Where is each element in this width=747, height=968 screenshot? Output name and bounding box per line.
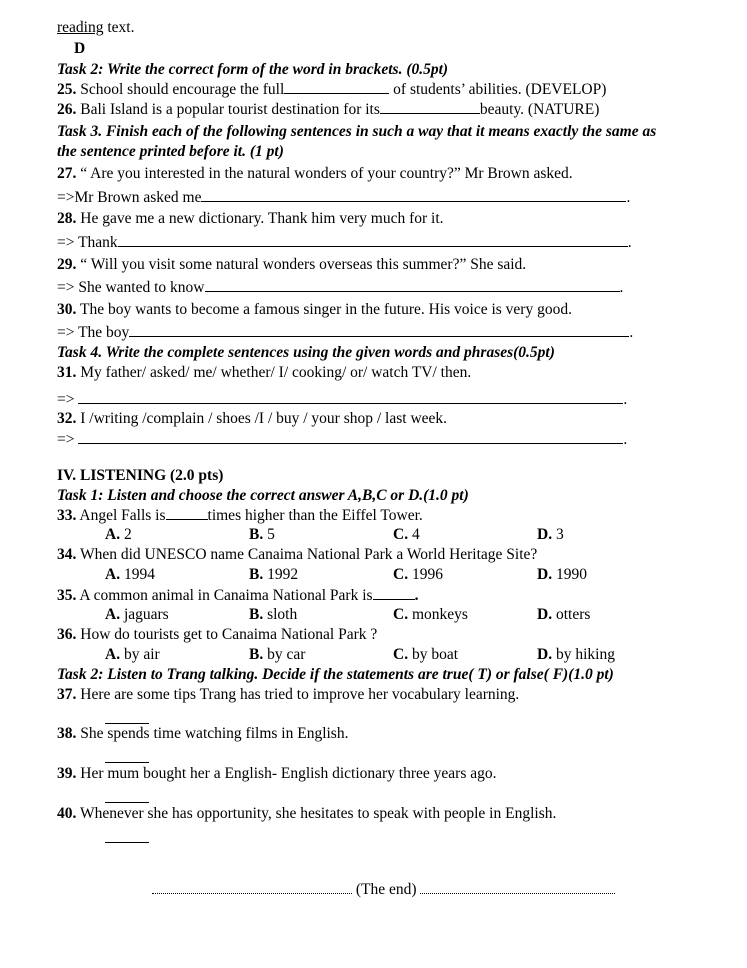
q34-option-b[interactable] xyxy=(249,566,298,584)
option-letter: C. xyxy=(393,566,409,583)
q38-text: She spends time watching films in English. xyxy=(76,725,349,742)
q32-prompt: => xyxy=(57,431,79,448)
the-end-text: (The end) xyxy=(352,881,421,898)
option-letter: C. xyxy=(393,606,409,623)
question-26 xyxy=(57,100,599,119)
q27-answer-line: =>Mr Brown asked me . xyxy=(57,189,631,206)
q27-number: 27. xyxy=(57,165,77,182)
q25-answer-blank[interactable] xyxy=(284,80,389,94)
q35-before: A common animal in Canaima National Park is xyxy=(76,587,373,604)
q35-after: . xyxy=(414,587,419,604)
q33-number: 33. xyxy=(57,507,77,524)
option-text: 1994 xyxy=(120,566,155,583)
listening-task2-heading: Task 2: Listen to Trang talking. Decide if the statements are true( T) or false( F)(1.0 pt) xyxy=(57,666,614,683)
q34-option-c[interactable] xyxy=(393,566,443,584)
q36-option-a[interactable] xyxy=(105,646,160,664)
option-letter: B. xyxy=(249,646,264,663)
the-end-line xyxy=(152,881,615,899)
q36-option-b[interactable] xyxy=(249,646,305,664)
option-text: monkeys xyxy=(408,606,468,623)
q28-answer-line: => Thank . xyxy=(57,234,632,251)
option-text: by hiking xyxy=(552,646,615,663)
question-37 xyxy=(57,686,519,704)
q34-number: 34. xyxy=(57,546,77,563)
listening-heading: IV. LISTENING (2.0 pts) xyxy=(57,467,224,484)
option-text: 1996 xyxy=(408,566,443,583)
q33-before: Angel Falls is xyxy=(76,507,166,524)
q30-text: The boy wants to become a famous singer in the future. His voice is very good. xyxy=(76,301,572,318)
option-letter: C. xyxy=(393,526,409,543)
option-letter: A. xyxy=(105,646,121,663)
q25-number: 25. xyxy=(57,81,77,98)
option-letter: D. xyxy=(537,606,553,623)
listening-task1-heading: Task 1: Listen and choose the correct answer A,B,C or D.(1.0 pt) xyxy=(57,487,469,504)
question-34 xyxy=(57,546,537,564)
q27-answer-blank[interactable] xyxy=(201,188,626,202)
q40-number: 40. xyxy=(57,805,77,822)
question-36 xyxy=(57,626,377,644)
q36-option-d[interactable] xyxy=(537,646,615,664)
q33-option-a[interactable] xyxy=(105,526,132,544)
option-text: 1992 xyxy=(263,566,299,583)
q31-answer-blank[interactable] xyxy=(78,390,623,404)
option-letter: C. xyxy=(393,646,409,663)
option-text: by air xyxy=(120,646,160,663)
q30-answer-line: => The boy . xyxy=(57,324,634,341)
q30-prompt: => The boy xyxy=(57,324,130,341)
option-text: 4 xyxy=(408,526,420,543)
option-letter: B. xyxy=(249,566,264,583)
question-40 xyxy=(57,805,556,823)
reading-rest: text. xyxy=(103,19,135,36)
question-29 xyxy=(57,256,526,274)
q26-before: Bali Island is a popular tourist destination for its xyxy=(76,101,380,118)
q31-text: My father/ asked/ me/ whether/ I/ cooking/ or/ watch TV/ then. xyxy=(76,364,472,381)
q35-option-b[interactable] xyxy=(249,606,297,624)
question-30 xyxy=(57,301,572,319)
q35-option-a[interactable] xyxy=(105,606,169,624)
q29-answer-blank[interactable] xyxy=(205,278,620,292)
q26-number: 26. xyxy=(57,101,77,118)
q28-text: He gave me a new dictionary. Thank him very much for it. xyxy=(76,210,444,227)
q27-prompt: =>Mr Brown asked me xyxy=(57,189,202,206)
option-text: otters xyxy=(552,606,591,623)
q29-number: 29. xyxy=(57,256,77,273)
option-letter: A. xyxy=(105,606,121,623)
q31-answer-line: => . xyxy=(57,391,628,408)
question-39 xyxy=(57,765,497,783)
q33-option-c[interactable] xyxy=(393,526,420,544)
option-letter: D. xyxy=(537,566,553,583)
section-letter-d: D xyxy=(74,40,86,57)
q30-answer-blank[interactable] xyxy=(129,323,629,337)
q38-tf-blank[interactable] xyxy=(105,761,149,763)
q40-text: Whenever she has opportunity, she hesitates to speak with people in English. xyxy=(76,805,557,822)
q36-text: How do tourists get to Canaima National Park ? xyxy=(76,626,378,643)
option-text: by car xyxy=(263,646,306,663)
option-text: 5 xyxy=(263,526,275,543)
question-25 xyxy=(57,80,606,99)
q36-number: 36. xyxy=(57,626,77,643)
q32-text: I /writing /complain / shoes /I / buy / your shop / last week. xyxy=(76,410,448,427)
q28-number: 28. xyxy=(57,210,77,227)
task3-heading-line1: Task 3. Finish each of the following sentences in such a way that it means exactly the same as xyxy=(57,123,657,140)
q34-text: When did UNESCO name Canaima National Park a World Heritage Site? xyxy=(76,546,538,563)
q27-text: “ Are you interested in the natural wonders of your country?” Mr Brown asked. xyxy=(76,165,573,182)
q39-text: Her mum bought her a English- English dictionary three years ago. xyxy=(76,765,497,782)
q33-option-b[interactable] xyxy=(249,526,275,544)
q39-number: 39. xyxy=(57,765,77,782)
option-letter: A. xyxy=(105,566,121,583)
task3-heading-line2: the sentence printed before it. (1 pt) xyxy=(57,143,284,160)
question-31 xyxy=(57,364,471,382)
q32-number: 32. xyxy=(57,410,77,427)
option-text: 3 xyxy=(552,526,564,543)
option-letter: A. xyxy=(105,526,121,543)
q26-answer-blank[interactable] xyxy=(380,100,480,114)
q25-after: of students’ abilities. (DEVELOP) xyxy=(389,81,607,98)
q37-number: 37. xyxy=(57,686,77,703)
q36-option-c[interactable] xyxy=(393,646,458,664)
q29-answer-line: => She wanted to know . xyxy=(57,279,624,296)
option-letter: B. xyxy=(249,526,264,543)
dotted-rule-left xyxy=(152,881,352,894)
question-28 xyxy=(57,210,444,228)
q34-option-a[interactable] xyxy=(105,566,155,584)
q29-prompt: => She wanted to know xyxy=(57,279,205,296)
q39-tf-blank[interactable] xyxy=(105,801,149,803)
q35-answer-blank[interactable] xyxy=(373,586,415,600)
q29-text: “ Will you visit some natural wonders overseas this summer?” She said. xyxy=(76,256,527,273)
q33-answer-blank[interactable] xyxy=(166,506,208,520)
question-38 xyxy=(57,725,348,743)
option-letter: D. xyxy=(537,646,553,663)
question-35 xyxy=(57,586,418,605)
q37-tf-blank[interactable] xyxy=(105,722,149,724)
q40-tf-blank[interactable] xyxy=(105,841,149,843)
q32-answer-blank[interactable] xyxy=(78,430,623,444)
q38-number: 38. xyxy=(57,725,77,742)
q35-option-c[interactable] xyxy=(393,606,468,624)
option-text: jaguars xyxy=(120,606,169,623)
option-text: 2 xyxy=(120,526,132,543)
reading-word: reading xyxy=(57,19,104,36)
option-text: sloth xyxy=(263,606,298,623)
task2-heading: Task 2: Write the correct form of the word in brackets. (0.5pt) xyxy=(57,61,449,78)
q34-option-d[interactable] xyxy=(537,566,587,584)
q35-option-d[interactable] xyxy=(537,606,590,624)
q31-prompt: => xyxy=(57,391,79,408)
question-32 xyxy=(57,410,447,428)
question-33 xyxy=(57,506,423,525)
option-letter: B. xyxy=(249,606,264,623)
dotted-rule-right xyxy=(420,881,615,894)
q25-before: School should encourage the full xyxy=(76,81,285,98)
q35-number: 35. xyxy=(57,587,77,604)
q32-answer-line: => . xyxy=(57,431,628,448)
option-text: by boat xyxy=(408,646,459,663)
task4-heading: Task 4. Write the complete sentences using the given words and phrases(0.5pt) xyxy=(57,344,555,361)
option-letter: D. xyxy=(537,526,553,543)
q31-number: 31. xyxy=(57,364,77,381)
q33-after: times higher than the Eiffel Tower. xyxy=(207,507,423,524)
reading-text-line xyxy=(57,19,134,37)
q30-number: 30. xyxy=(57,301,77,318)
q37-text: Here are some tips Trang has tried to improve her vocabulary learning. xyxy=(76,686,520,703)
q28-prompt: => Thank xyxy=(57,234,118,251)
option-text: 1990 xyxy=(552,566,587,583)
question-27 xyxy=(57,165,573,183)
q33-option-d[interactable] xyxy=(537,526,564,544)
q26-after: beauty. (NATURE) xyxy=(479,101,600,118)
q28-answer-blank[interactable] xyxy=(118,233,628,247)
